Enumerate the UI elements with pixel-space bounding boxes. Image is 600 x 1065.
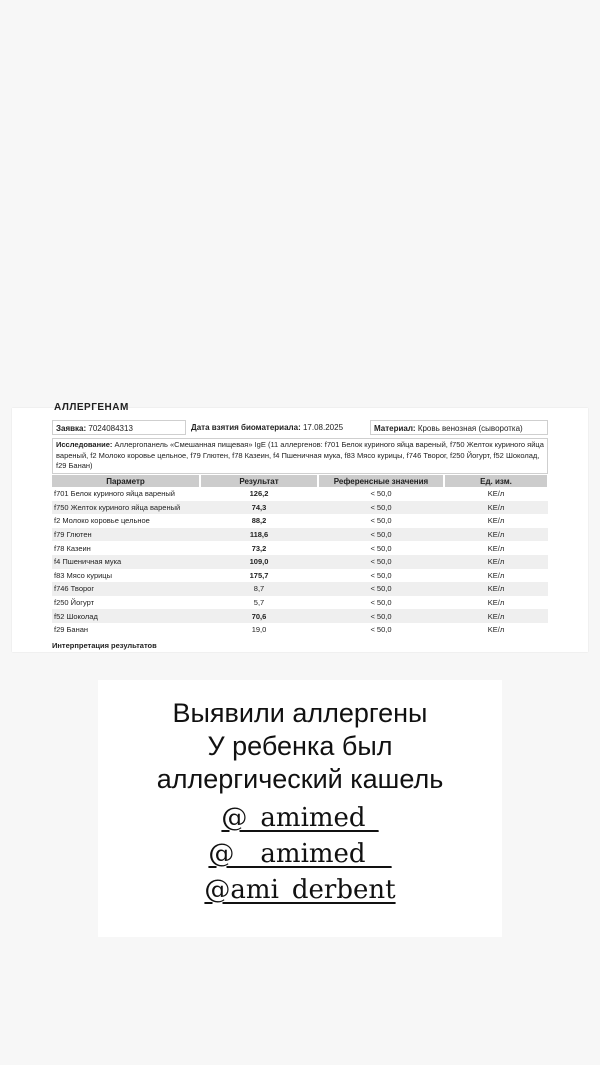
cell-parameter: f746 Творог (52, 582, 200, 596)
results-table (52, 475, 549, 637)
cell-parameter: f79 Глютен (52, 528, 200, 542)
cell-reference: < 50,0 (318, 528, 444, 542)
cell-result: 74,3 (200, 501, 318, 515)
cell-parameter: f78 Казеин (54, 543, 91, 553)
caption-line-1: Выявили аллергены (172, 698, 428, 728)
cell-result: 5,7 (253, 598, 265, 608)
table-row (52, 596, 548, 610)
caption-line-2: У ребенка был (207, 731, 393, 761)
cell-parameter: f83 Мясо курицы (54, 570, 112, 580)
col-header-unit: Ед. изм. (444, 475, 548, 487)
caption-line-3: аллергический кашель (156, 764, 444, 794)
cell-result: 109,0 (200, 555, 318, 569)
cell-reference: < 50,0 (318, 582, 444, 596)
cell-reference: < 50,0 (370, 489, 392, 499)
cell-result: 126,2 (249, 489, 269, 499)
interpretation-heading: Интерпретация результатов (52, 641, 157, 650)
cell-reference: < 50,0 (370, 570, 392, 580)
col-header-parameter: Параметр (52, 475, 200, 487)
material-label: Материал: (374, 424, 416, 433)
cell-parameter: f4 Пшеничная мука (52, 555, 200, 569)
cell-unit: KE/л (487, 625, 505, 635)
cell-unit: KE/л (444, 582, 548, 596)
table-row (52, 501, 548, 515)
report-section-title: АЛЛЕРГЕНАМ (54, 402, 129, 413)
mention-amimed[interactable]: @_amimed_ (221, 803, 379, 833)
cell-result: 175,7 (249, 570, 269, 580)
cell-reference: < 50,0 (370, 543, 392, 553)
cell-parameter: f52 Шоколад (52, 609, 200, 623)
table-row (52, 528, 548, 542)
cell-result: 88,2 (251, 516, 267, 526)
results-header-row (52, 475, 548, 487)
cell-parameter: f2 Молоко коровье цельное (54, 516, 150, 526)
material-box (370, 420, 548, 435)
table-row (52, 541, 548, 555)
col-header-result: Результат (200, 475, 318, 487)
cell-unit: KE/л (444, 609, 548, 623)
cell-unit: KE/л (487, 516, 505, 526)
sample-date-value: 17.08.2025 (302, 423, 344, 432)
cell-reference: < 50,0 (370, 516, 392, 526)
order-value: 7024084313 (88, 424, 133, 433)
cell-parameter: f750 Желток куриного яйца вареный (52, 501, 200, 515)
table-row (52, 487, 548, 501)
cell-unit: KE/л (444, 555, 548, 569)
lab-report-image (12, 402, 588, 652)
mention-ami-derbent[interactable]: @ami_derbent (204, 875, 396, 905)
cell-unit: KE/л (487, 598, 505, 608)
cell-parameter: f29 Банан (54, 625, 89, 635)
cell-result: 118,6 (200, 528, 318, 542)
cell-unit: KE/л (444, 528, 548, 542)
sample-date-box (188, 420, 368, 435)
col-header-reference: Референсные значения (318, 475, 444, 487)
cell-reference: < 50,0 (370, 598, 392, 608)
cell-unit: KE/л (487, 543, 505, 553)
order-number-box (52, 420, 186, 435)
table-row (52, 514, 548, 528)
table-row (52, 609, 548, 623)
cell-unit: KE/л (487, 570, 505, 580)
caption-box (98, 680, 502, 937)
cell-parameter: f701 Белок куриного яйца вареный (54, 489, 175, 499)
table-row (52, 582, 548, 596)
cell-unit: KE/л (487, 489, 505, 499)
cell-result: 19,0 (251, 625, 267, 635)
study-description (52, 438, 548, 474)
study-text: Аллергопанель «Смешанная пищевая» IgE (11 аллергенов: f701 Белок куриного яйца вареный, f750 Желток куриного яйца вареный, f2 Молоко коровье цельное, f79 Глютен, f78 Казеин, f4 Пшеничная мука, f83 Мясо курицы, f746 Творог, f250 Йогурт, f52 Шоколад, f29 Банан) (56, 440, 544, 470)
mention-amimed-double[interactable]: @__amimed__ (208, 839, 392, 869)
cell-parameter: f250 Йогурт (54, 598, 95, 608)
study-label: Исследование: (56, 440, 113, 449)
cell-unit: KE/л (444, 501, 548, 515)
cell-result: 70,6 (200, 609, 318, 623)
cell-result: 73,2 (251, 543, 267, 553)
table-row (52, 555, 548, 569)
cell-reference: < 50,0 (370, 625, 392, 635)
cell-reference: < 50,0 (318, 501, 444, 515)
sample-date-label: Дата взятия биоматериала: (191, 423, 301, 432)
material-value: Кровь венозная (сыворотка) (417, 424, 523, 433)
cell-reference: < 50,0 (318, 609, 444, 623)
table-row (52, 569, 548, 583)
cell-result: 8,7 (200, 582, 318, 596)
cell-reference: < 50,0 (318, 555, 444, 569)
order-label: Заявка: (56, 424, 87, 433)
table-row (52, 623, 548, 637)
